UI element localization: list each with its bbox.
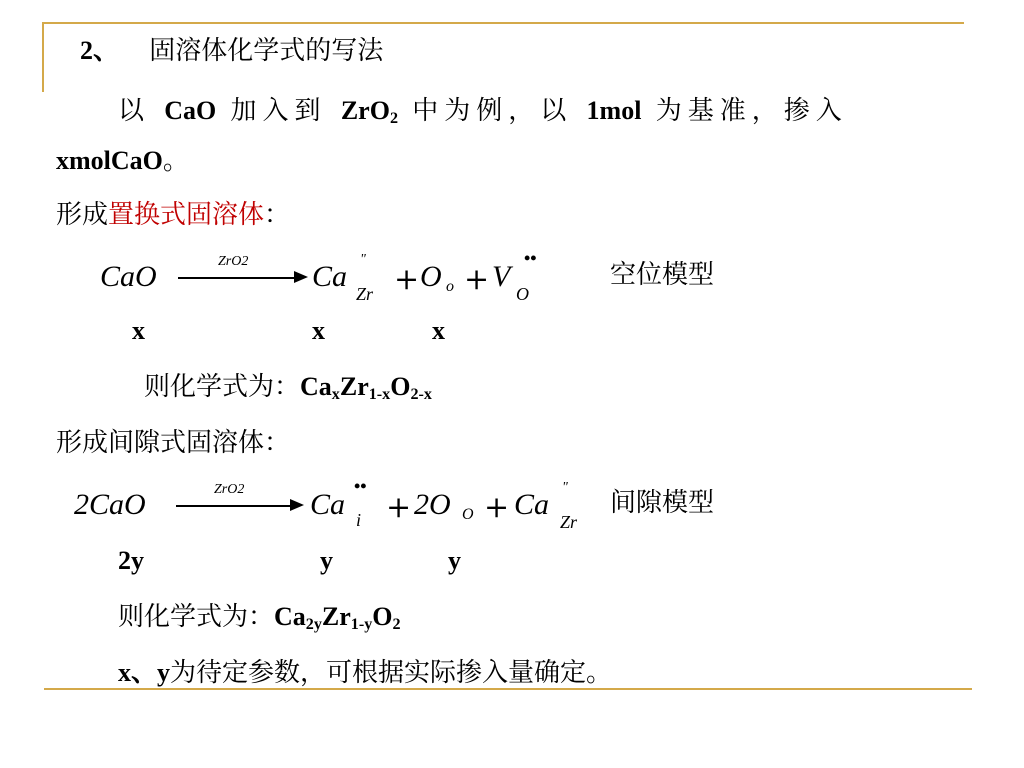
note-vars: x、y [118,658,171,687]
int-eq-product-2-sub: O [462,506,474,523]
sub-coef-1: x [132,316,145,345]
sub-eq-product-3-sup: •• [524,248,537,268]
intro-line-1 [118,98,848,127]
sub-eq-arrow-head [294,271,308,283]
sub-eq-product-1-sub: Zr [356,284,374,304]
sub-eq-plus-2: + [464,262,490,297]
intro-zro2: ZrO$_2$ [340,96,398,128]
sub-eq-product-1-sup: " [360,252,366,267]
int-eq-reactant: 2CaO [74,488,146,521]
int-model-label: 间隙模型 [610,488,715,518]
int-eq-product-3-sup: " [562,480,568,495]
heading-highlight: 置换式固溶体 [108,200,265,230]
sub-eq-plus-1: + [394,262,420,297]
intro-cao: CaO [164,96,217,125]
top-rule [44,22,964,24]
int-coef-3: y [448,546,461,575]
int-eq-product-3-sub: Zr [560,512,578,532]
intro-text: 加入到 [230,96,327,126]
formula-label: 则化学式为： [144,372,301,402]
int-eq-product-1: Ca [310,488,346,521]
section-heading [80,38,383,64]
sub-eq-product-1: Ca [312,260,348,293]
sub-model-label: 空位模型 [610,260,715,290]
int-formula [118,604,401,633]
formula-value: $Ca_{2y}Zr_{1-y}O_2$ [274,602,401,634]
int-coef-2: y [320,546,333,575]
sub-eq-product-2: O [420,260,442,293]
int-eq-arrow-line [176,505,290,507]
sub-eq-product-2-sub: o [446,278,454,295]
int-eq-plus-2: + [484,490,510,525]
intro-period: 。 [162,146,189,176]
intro-xmolcao: xmolCaO [56,146,163,175]
heading-prefix: 形成 [56,200,109,230]
formula-value: $Ca_xZr_{1-x}O_{2-x}$ [300,372,432,404]
int-eq-product-3: Ca [514,488,550,521]
formula-label: 则化学式为： [118,602,275,632]
sub-coef-3: x [432,316,445,345]
int-eq-product-1-sup: •• [354,476,367,496]
note-text: 为待定参数，可根据实际掺入量确定。 [170,658,613,688]
int-eq-plus-1: + [386,490,412,525]
int-eq-product-2: 2O [414,488,451,521]
int-eq-product-1-sub: i [356,510,362,530]
bottom-rule [44,688,972,690]
intro-text: 以 [118,96,151,126]
sub-formula [144,374,432,403]
interstitial-heading: 形成间隙式固溶体： [56,428,291,458]
sub-eq-reactant: CaO [100,260,157,293]
int-eq-catalyst: ZrO2 [214,482,245,497]
int-eq-arrow-head [290,499,304,511]
intro-text: 为基准，掺入 [655,96,848,126]
section-number: 2、 [80,36,120,65]
sub-eq-catalyst: ZrO2 [218,254,249,269]
int-coef-1: 2y [118,546,144,575]
sub-eq-product-3-sub: O [516,284,529,304]
sub-coef-2: x [312,316,325,345]
intro-text: 中为例，以 [412,96,573,126]
section-title: 固溶体化学式的写法 [149,36,384,66]
intro-mol: 1mol [586,96,642,125]
left-rule [42,22,44,92]
heading-suffix: ： [264,200,291,230]
sub-eq-arrow-line [178,277,294,279]
sub-eq-product-3: V [492,260,511,293]
substitutional-heading [56,202,290,228]
intro-line-2 [56,148,189,174]
note [118,660,612,686]
